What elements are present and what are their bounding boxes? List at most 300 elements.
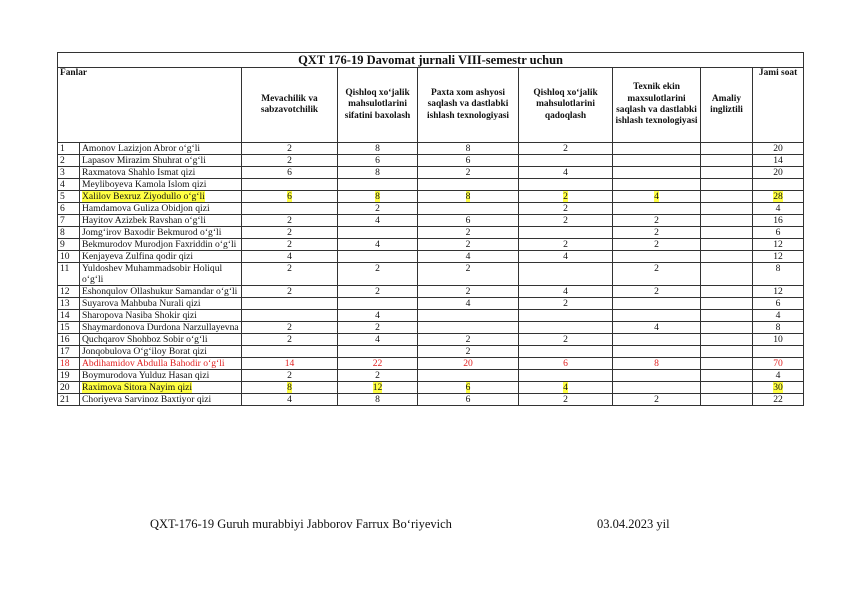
student-name: [80, 179, 242, 191]
hours-cell: [338, 370, 418, 382]
hours-cell: [701, 143, 753, 155]
hours-cell: [613, 334, 701, 346]
hours-cell: [519, 322, 613, 334]
hours-value: 4: [375, 239, 380, 250]
hours-cell: [519, 179, 613, 191]
hours-cell: [338, 191, 418, 203]
hours-cell: [242, 167, 338, 179]
hours-cell: [338, 215, 418, 227]
total-hours-cell: [753, 382, 804, 394]
table-row: [58, 215, 804, 227]
hours-value: 4: [775, 310, 781, 321]
hours-cell: [701, 155, 753, 167]
total-hours-cell: [753, 322, 804, 334]
total-hours-cell: [753, 310, 804, 322]
hours-value: 22: [372, 358, 383, 369]
hours-cell: [418, 155, 519, 167]
hours-value: 2: [563, 143, 568, 154]
hours-value: 4: [465, 298, 471, 309]
hours-cell: [242, 143, 338, 155]
hours-cell: [338, 155, 418, 167]
hours-cell: [418, 358, 519, 370]
hours-value: 2: [654, 263, 659, 274]
total-hours-cell: [753, 239, 804, 251]
hours-value: 2: [375, 322, 380, 333]
hours-value: 10: [773, 334, 783, 345]
hours-cell: [519, 239, 613, 251]
table-row: [58, 263, 804, 286]
hours-value: 20: [463, 358, 473, 369]
hours-value: 6: [465, 215, 471, 226]
student-name: [80, 382, 242, 394]
hours-value: 2: [287, 239, 292, 250]
student-name-text: Suyarova Mahbuba Nurali qizi: [82, 298, 201, 309]
student-name: [80, 370, 242, 382]
hours-value: 8: [375, 191, 380, 202]
hours-cell: [338, 298, 418, 310]
hours-value: 4: [563, 286, 568, 297]
hours-cell: [701, 310, 753, 322]
hours-value: 2: [654, 286, 659, 297]
hours-value: 8: [375, 143, 380, 154]
hours-value: 14: [773, 155, 783, 166]
student-name: [80, 215, 242, 227]
row-number: 8: [58, 227, 80, 239]
hours-cell: [418, 203, 519, 215]
hours-cell: [418, 143, 519, 155]
hours-value: 2: [563, 394, 568, 405]
student-name-text: Hayitov Azizbek Ravshan o‘g‘li: [82, 215, 206, 226]
hours-cell: [519, 310, 613, 322]
hours-value: 2: [465, 239, 471, 250]
hours-cell: [701, 370, 753, 382]
student-name-text: Amonov Lazizjon Abror o‘g‘li: [82, 143, 201, 154]
total-hours-cell: [753, 334, 804, 346]
table-row: [58, 310, 804, 322]
table-row: [58, 191, 804, 203]
hours-value: 8: [287, 382, 292, 393]
hours-cell: [519, 286, 613, 298]
row-number: 19: [58, 370, 80, 382]
hours-value: 6: [287, 191, 292, 202]
hours-cell: [338, 310, 418, 322]
hours-cell: [338, 227, 418, 239]
hours-cell: [519, 358, 613, 370]
hours-cell: [242, 191, 338, 203]
hours-cell: [701, 286, 753, 298]
hours-cell: [242, 251, 338, 263]
hours-value: 2: [375, 263, 380, 274]
row-number: 20: [58, 382, 80, 394]
student-name-text: Hamdamova Guliza Obidjon qizi: [82, 203, 210, 214]
total-hours-cell: [753, 370, 804, 382]
student-name-text: Choriyeva Sarvinoz Baxtiyor qizi: [82, 394, 212, 405]
hours-cell: [242, 358, 338, 370]
hours-value: 12: [773, 251, 783, 262]
table-row: [58, 382, 804, 394]
hours-cell: [519, 394, 613, 406]
hours-cell: [519, 143, 613, 155]
total-hours-cell: [753, 179, 804, 191]
footer-date: 03.04.2023 yil: [597, 517, 670, 531]
hours-cell: [519, 334, 613, 346]
hours-cell: [418, 179, 519, 191]
hours-value: 30: [773, 382, 783, 393]
hours-cell: [242, 394, 338, 406]
hours-value: 8: [465, 191, 471, 202]
table-body: [58, 143, 804, 406]
row-number: 16: [58, 334, 80, 346]
hours-value: 2: [563, 239, 568, 250]
hours-cell: [418, 227, 519, 239]
hours-cell: [242, 298, 338, 310]
hours-value: 20: [773, 167, 783, 178]
hours-cell: [613, 322, 701, 334]
hours-cell: [613, 167, 701, 179]
hours-value: 2: [287, 215, 292, 226]
header-fanlar: Fanlar: [58, 68, 242, 143]
hours-cell: [613, 239, 701, 251]
hours-value: 2: [287, 227, 292, 238]
hours-value: 6: [287, 167, 292, 178]
total-hours-cell: [753, 251, 804, 263]
hours-cell: [418, 239, 519, 251]
hours-cell: [701, 191, 753, 203]
hours-value: 2: [654, 239, 659, 250]
hours-cell: [338, 322, 418, 334]
hours-value: 6: [563, 358, 568, 369]
hours-value: 2: [465, 286, 471, 297]
hours-value: 2: [563, 191, 568, 202]
hours-cell: [519, 382, 613, 394]
hours-cell: [613, 298, 701, 310]
hours-cell: [519, 203, 613, 215]
hours-value: 2: [287, 334, 292, 345]
hours-value: 4: [563, 167, 568, 178]
hours-value: 2: [563, 203, 568, 214]
hours-cell: [338, 286, 418, 298]
student-name-text: Quchqarov Shohboz Sobir o‘g‘li: [82, 334, 208, 345]
total-hours-cell: [753, 286, 804, 298]
row-number: 10: [58, 251, 80, 263]
row-number: 18: [58, 358, 80, 370]
hours-value: 4: [563, 382, 568, 393]
attendance-table: [57, 52, 804, 406]
hours-cell: [418, 334, 519, 346]
hours-value: 2: [465, 227, 471, 238]
hours-value: 2: [465, 167, 471, 178]
hours-cell: [418, 263, 519, 286]
hours-cell: [242, 263, 338, 286]
total-hours-cell: [753, 358, 804, 370]
hours-value: 4: [375, 310, 380, 321]
hours-cell: [613, 203, 701, 215]
hours-cell: [418, 167, 519, 179]
hours-cell: [613, 227, 701, 239]
hours-cell: [338, 203, 418, 215]
table-row: [58, 251, 804, 263]
student-name-text: Lapasov Mirazim Shuhrat o‘g‘li: [82, 155, 206, 166]
hours-cell: [613, 143, 701, 155]
hours-value: 2: [654, 394, 659, 405]
row-number: 17: [58, 346, 80, 358]
hours-value: 2: [375, 370, 380, 381]
hours-cell: [701, 179, 753, 191]
hours-cell: [418, 310, 519, 322]
student-name: [80, 203, 242, 215]
hours-value: 4: [465, 251, 471, 262]
hours-value: 2: [375, 286, 380, 297]
hours-value: 6: [775, 227, 781, 238]
hours-cell: [701, 322, 753, 334]
hours-value: 2: [563, 334, 568, 345]
row-number: 12: [58, 286, 80, 298]
hours-cell: [613, 370, 701, 382]
hours-cell: [338, 358, 418, 370]
hours-value: 2: [465, 346, 471, 357]
hours-cell: [242, 322, 338, 334]
student-name: [80, 251, 242, 263]
hours-cell: [418, 370, 519, 382]
hours-value: 20: [773, 143, 783, 154]
hours-value: 2: [654, 227, 659, 238]
hours-value: 6: [775, 298, 781, 309]
row-number: 7: [58, 215, 80, 227]
student-name-text: Meyliboyeva Kamola Islom qizi: [82, 179, 207, 190]
hours-cell: [242, 334, 338, 346]
hours-cell: [418, 346, 519, 358]
hours-cell: [613, 358, 701, 370]
hours-value: 2: [287, 155, 292, 166]
hours-cell: [519, 370, 613, 382]
row-number: 5: [58, 191, 80, 203]
student-name-text: Kenjayeva Zulfina qodir qizi: [82, 251, 194, 262]
hours-value: 8: [375, 394, 380, 405]
hours-cell: [701, 334, 753, 346]
student-name-text: Yuldoshev Muhammadsobir Holiqul o‘g‘li: [82, 263, 223, 285]
hours-value: 2: [287, 370, 292, 381]
hours-cell: [701, 394, 753, 406]
total-hours-cell: [753, 346, 804, 358]
hours-value: 2: [563, 298, 568, 309]
hours-cell: [418, 394, 519, 406]
hours-value: 4: [287, 394, 292, 405]
hours-cell: [418, 286, 519, 298]
student-name: [80, 167, 242, 179]
row-number: 4: [58, 179, 80, 191]
student-name-text: Sharopova Nasiba Shokir qizi: [82, 310, 197, 321]
header-col: Qishloq xo‘jalik mahsulotlarini sifatini baxolash: [338, 68, 418, 143]
total-hours-cell: [753, 155, 804, 167]
table-row: [58, 227, 804, 239]
hours-cell: [701, 167, 753, 179]
hours-cell: [242, 227, 338, 239]
hours-value: 2: [465, 263, 471, 274]
hours-value: 22: [773, 394, 783, 405]
student-name-text: Raximova Sitora Nayim qizi: [82, 382, 193, 393]
hours-value: 2: [287, 286, 292, 297]
table-row: [58, 203, 804, 215]
hours-cell: [613, 394, 701, 406]
hours-cell: [519, 215, 613, 227]
row-number: 11: [58, 263, 80, 286]
total-hours-cell: [753, 143, 804, 155]
student-name-text: Raxmatova Shahlo Ismat qizi: [82, 167, 196, 178]
hours-cell: [338, 346, 418, 358]
hours-value: 4: [375, 334, 380, 345]
table-row: [58, 322, 804, 334]
hours-cell: [519, 191, 613, 203]
table-row: [58, 370, 804, 382]
hours-cell: [338, 394, 418, 406]
hours-cell: [519, 251, 613, 263]
hours-value: 12: [372, 382, 383, 393]
hours-value: 8: [465, 143, 471, 154]
student-name: [80, 310, 242, 322]
row-number: 2: [58, 155, 80, 167]
student-name: [80, 322, 242, 334]
row-number: 14: [58, 310, 80, 322]
hours-value: 8: [375, 167, 380, 178]
hours-cell: [613, 191, 701, 203]
hours-value: 4: [775, 203, 781, 214]
row-number: 13: [58, 298, 80, 310]
student-name: [80, 394, 242, 406]
hours-cell: [613, 382, 701, 394]
hours-cell: [701, 358, 753, 370]
row-number: 15: [58, 322, 80, 334]
student-name: [80, 346, 242, 358]
hours-cell: [613, 263, 701, 286]
student-name: [80, 286, 242, 298]
hours-cell: [242, 155, 338, 167]
hours-value: 2: [287, 263, 292, 274]
hours-cell: [613, 310, 701, 322]
total-hours-cell: [753, 298, 804, 310]
table-row: [58, 334, 804, 346]
hours-cell: [613, 286, 701, 298]
hours-cell: [338, 251, 418, 263]
hours-cell: [242, 239, 338, 251]
hours-value: 4: [775, 370, 781, 381]
hours-cell: [418, 191, 519, 203]
hours-cell: [701, 251, 753, 263]
hours-value: 2: [465, 334, 471, 345]
table-row: [58, 286, 804, 298]
hours-value: 4: [563, 251, 568, 262]
student-name-text: Abdihamidov Abdulla Bahodir o‘g‘li: [82, 358, 225, 369]
student-name-text: Boymurodova Yulduz Hasan qizi: [82, 370, 210, 381]
row-number: 6: [58, 203, 80, 215]
row-number: 9: [58, 239, 80, 251]
student-name: [80, 263, 242, 286]
row-number: 21: [58, 394, 80, 406]
hours-cell: [701, 298, 753, 310]
hours-value: 16: [773, 215, 783, 226]
hours-cell: [242, 310, 338, 322]
hours-cell: [613, 155, 701, 167]
hours-value: 2: [287, 143, 292, 154]
student-name-text: Bekmurodov Murodjon Faxriddin o‘g‘li: [82, 239, 237, 250]
student-name: [80, 298, 242, 310]
hours-cell: [418, 298, 519, 310]
row-number: 1: [58, 143, 80, 155]
footer-signature: QXT-176-19 Guruh murabbiyi Jabborov Farrux Bo‘riyevich: [150, 517, 452, 531]
hours-cell: [613, 215, 701, 227]
table-row: [58, 346, 804, 358]
hours-value: 4: [654, 322, 659, 333]
student-name: [80, 143, 242, 155]
total-hours-cell: [753, 203, 804, 215]
hours-cell: [519, 263, 613, 286]
hours-cell: [242, 215, 338, 227]
student-name-text: Jonqobulova O‘g‘iloy Borat qizi: [82, 346, 207, 357]
hours-cell: [242, 203, 338, 215]
total-hours-cell: [753, 215, 804, 227]
table-row: [58, 298, 804, 310]
header-col: Texnik ekin maxsulotlarini saqlash va dastlabki ishlash texnologiyasi: [613, 68, 701, 143]
table-row: [58, 394, 804, 406]
hours-value: 8: [775, 263, 781, 274]
row-number: 3: [58, 167, 80, 179]
hours-cell: [338, 382, 418, 394]
student-name-text: Eshonqulov Ollashukur Samandar o‘g‘li: [82, 286, 238, 297]
hours-value: 8: [775, 322, 781, 333]
total-hours-cell: [753, 167, 804, 179]
hours-value: 14: [284, 358, 295, 369]
hours-value: 2: [375, 203, 380, 214]
hours-cell: [338, 334, 418, 346]
hours-value: 6: [465, 394, 471, 405]
hours-cell: [338, 167, 418, 179]
hours-value: 28: [773, 191, 783, 202]
hours-cell: [701, 203, 753, 215]
hours-cell: [242, 179, 338, 191]
header-col-total: Jami soat: [753, 68, 804, 143]
table-row: [58, 155, 804, 167]
hours-cell: [242, 346, 338, 358]
hours-cell: [519, 298, 613, 310]
total-hours-cell: [753, 227, 804, 239]
student-name: [80, 191, 242, 203]
hours-cell: [613, 179, 701, 191]
hours-value: 8: [654, 358, 659, 369]
hours-cell: [701, 346, 753, 358]
journal-title: QXT 176-19 Davomat jurnali VIII-semestr uchun: [58, 53, 804, 68]
hours-cell: [701, 215, 753, 227]
header-col: Amaliy ingliztili: [701, 68, 753, 143]
hours-cell: [613, 346, 701, 358]
hours-cell: [519, 167, 613, 179]
hours-cell: [701, 239, 753, 251]
hours-value: 12: [773, 239, 783, 250]
student-name-text: Xalilov Bexruz Ziyodullo o‘g‘li: [82, 191, 205, 202]
student-name-text: Shaymardonova Durdona Narzullayevna: [82, 322, 239, 333]
student-name: [80, 239, 242, 251]
header-col: Mevachilik va sabzavotchilik: [242, 68, 338, 143]
table-row: [58, 179, 804, 191]
hours-value: 6: [465, 382, 471, 393]
student-name: [80, 334, 242, 346]
hours-value: 4: [287, 251, 292, 262]
hours-cell: [418, 382, 519, 394]
hours-cell: [338, 239, 418, 251]
hours-cell: [418, 251, 519, 263]
hours-cell: [418, 215, 519, 227]
hours-cell: [519, 227, 613, 239]
hours-cell: [701, 382, 753, 394]
hours-value: 12: [773, 286, 783, 297]
